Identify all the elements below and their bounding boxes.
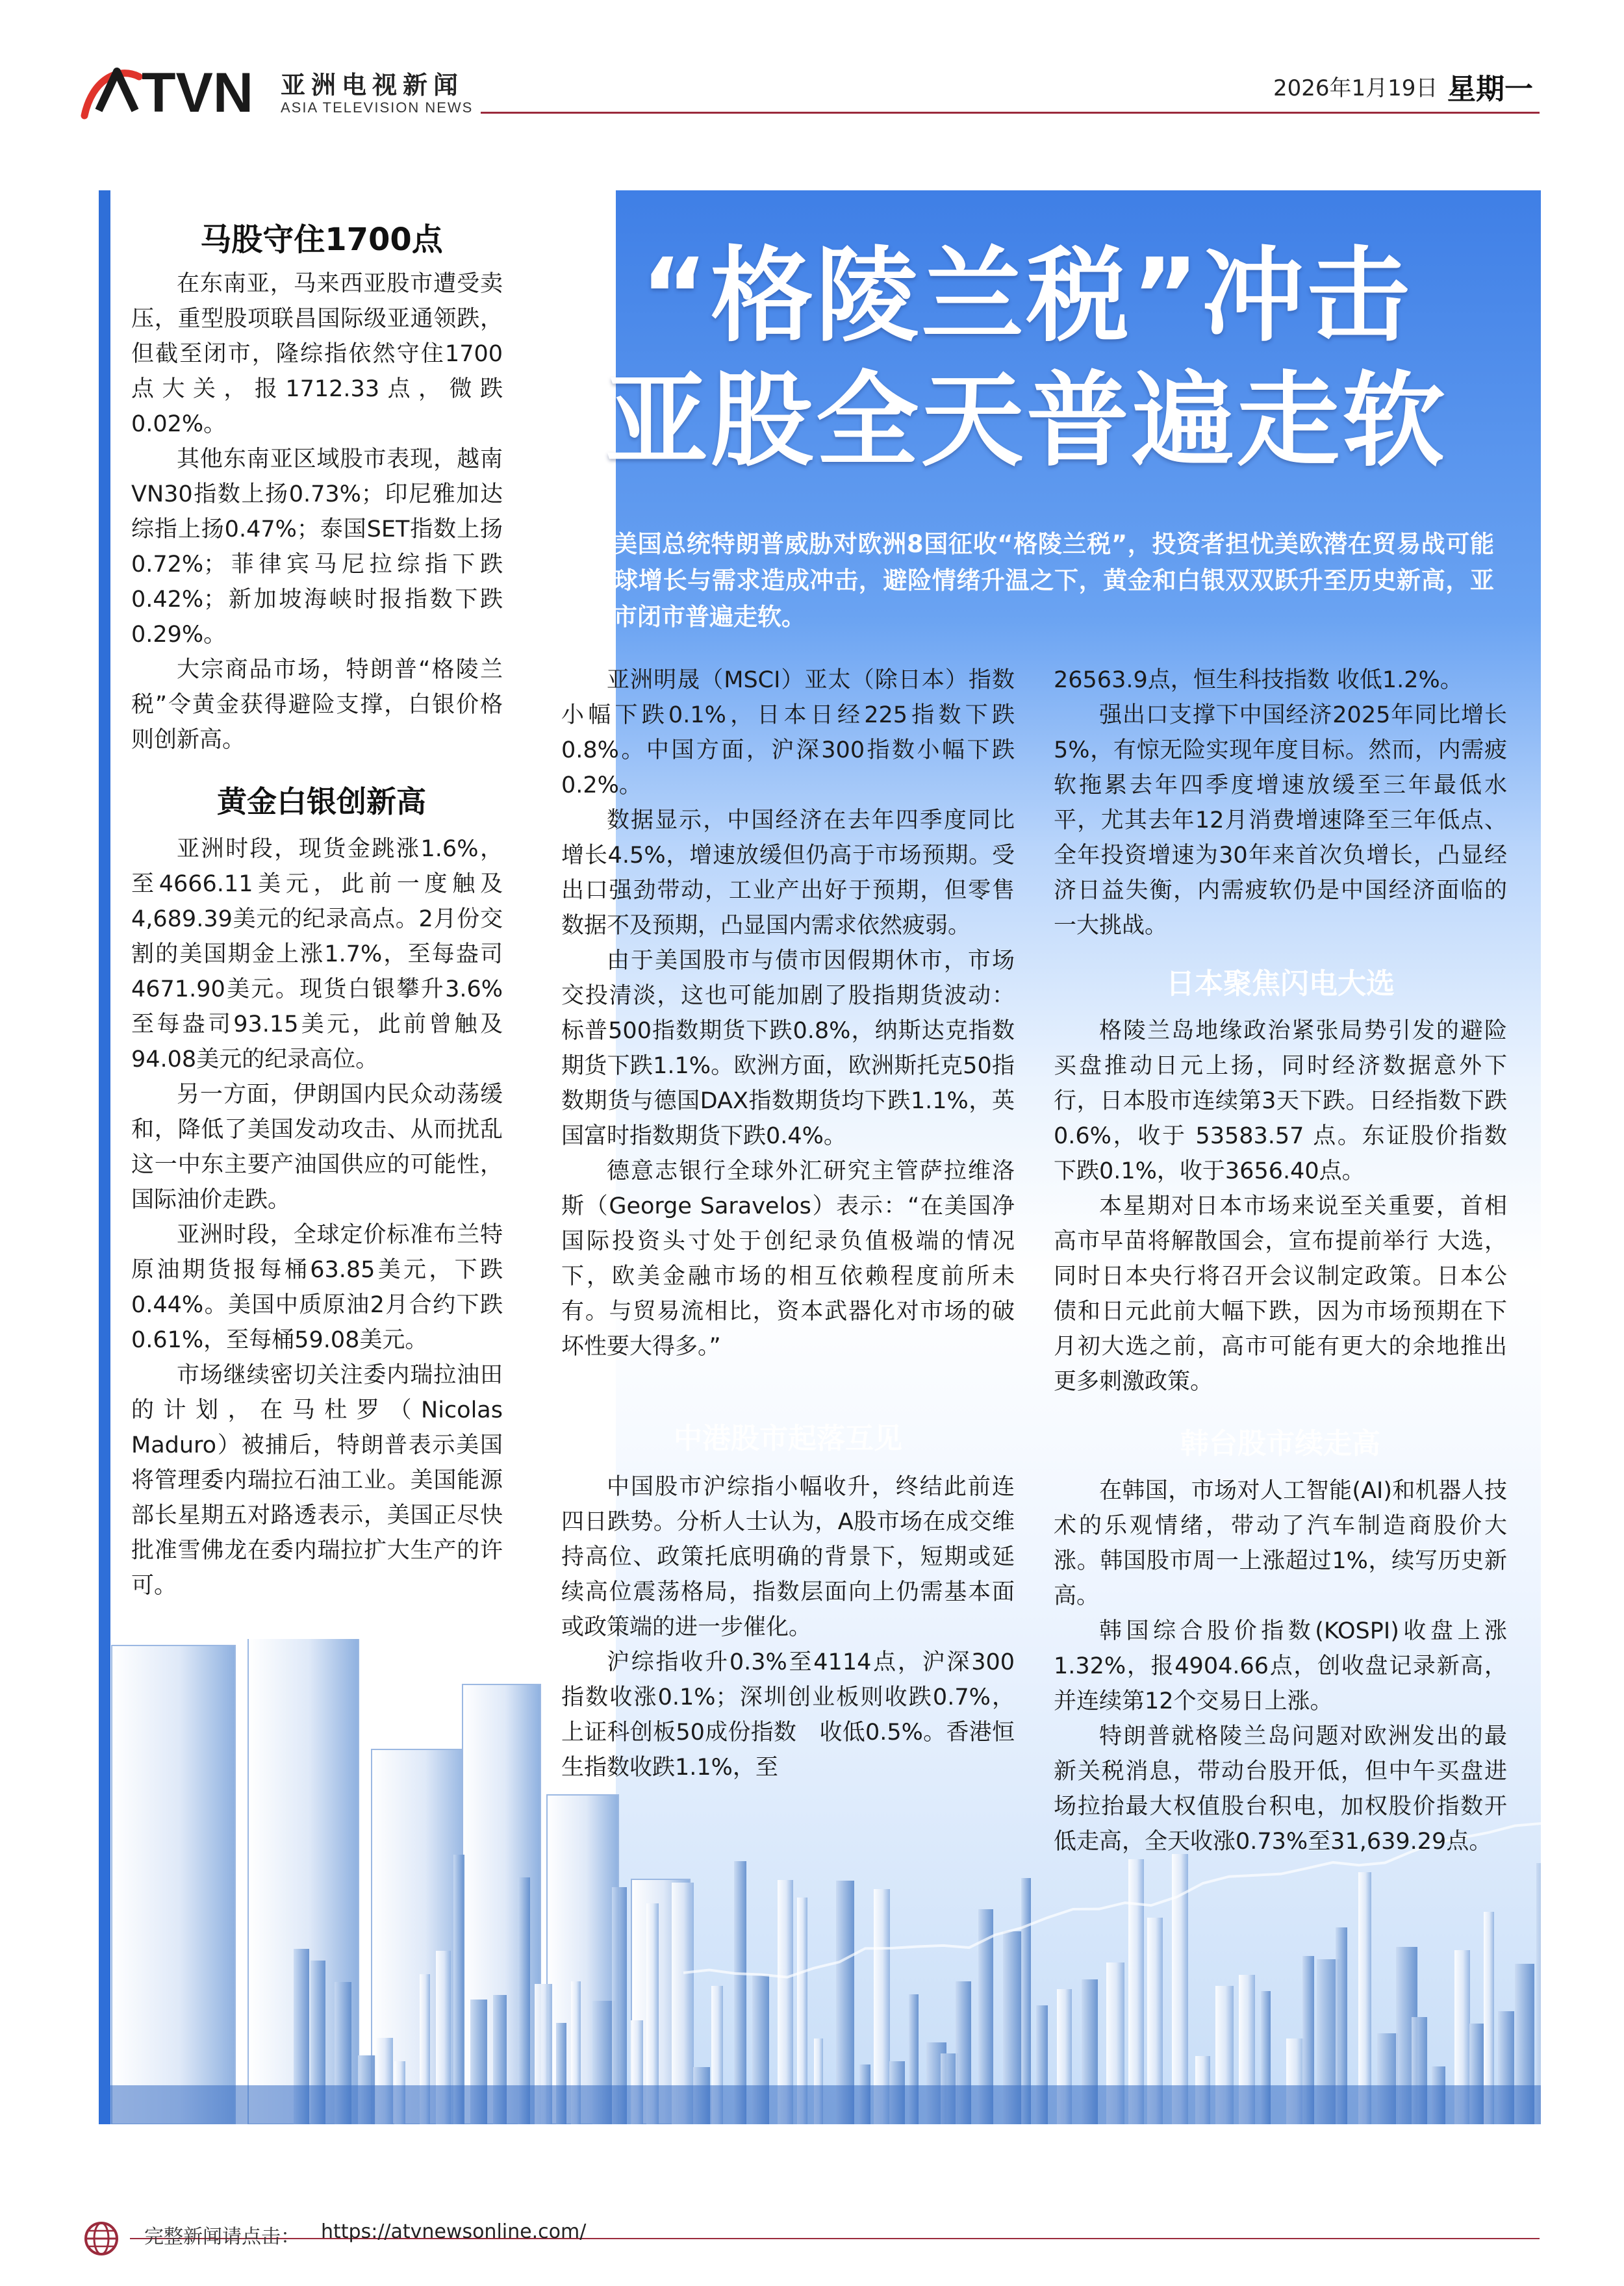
heading-japan-election: 日本聚焦闪电大选 bbox=[1166, 967, 1395, 1000]
heading-china-hk-markets: 中港股市起落互见 bbox=[674, 1422, 902, 1455]
city-bar bbox=[1536, 1863, 1541, 2124]
paragraph-continued: 26563.9点，恒生科技指数 收低1.2%。 bbox=[1054, 667, 1463, 693]
heading-korea-taiwan: 韩台股市续走高 bbox=[1180, 1427, 1380, 1460]
main-column-1 bbox=[561, 663, 1015, 1364]
paragraph: 格陵兰岛地缘政治紧张局势引发的避险买盘推动日元上扬，同时经济数据意外下行，日本股市连续第3天下跌。日经指数下跌 0.6%，收于 53583.57 点。东证股价指数下跌0.1%，收于3656.40点。 bbox=[1054, 1018, 1507, 1184]
paragraph: 韩国综合股价指数(KOSPI)收盘上涨1.32%，报4904.66点，创收盘记录新高，并连续第12个交易日上涨。 bbox=[1054, 1618, 1507, 1714]
paragraph: 亚洲明晟（MSCI）亚太（除日本）指数小幅下跌0.1%，日本日经225指数下跌0.8%。中国方面，沪深300指数小幅下跌0.2%。 bbox=[561, 667, 1015, 798]
brand-name-en: ASIA TELEVISION NEWS bbox=[281, 99, 474, 116]
paragraph: 亚洲时段，全球定价标准布兰特原油期货报每桶63.85美元，下跌0.44%。美国中质原油2月合约下跌0.61%，至每桶59.08美元。 bbox=[131, 1222, 503, 1353]
paragraph: 其他东南亚区域股市表现，越南VN30指数上扬0.73%；印尼雅加达综指上扬0.47%；泰国SET指数上扬0.72%；菲律宾马尼拉综指下跌0.42%；新加坡海峡时报指数下跌0.29%。 bbox=[131, 446, 503, 648]
main-column-2 bbox=[1054, 663, 1507, 943]
city-floor bbox=[99, 2085, 1541, 2124]
paragraph: 强出口支撑下中国经济2025年同比增长5%，有惊无险实现年度目标。然而，内需疲软拖累去年四季度增速放缓至三年最低水平，尤其去年12月消费增速降至三年低点、全年投资增速为30年来首次负增长，凸显经济日益失衡，内需疲软仍是中国经济面临的一大挑战。 bbox=[1054, 702, 1507, 939]
article-japan-election bbox=[1054, 1013, 1507, 1399]
brand-name-cn: 亚洲电视新闻 bbox=[281, 71, 464, 99]
article-korea-taiwan bbox=[1054, 1473, 1507, 1859]
footer-label: 完整新闻请点击： bbox=[144, 2226, 300, 2248]
lead-paragraph: 美国总统特朗普威胁对欧洲8国征收“格陵兰税”，投资者担忧美欧潜在贸易战可能对全球增长与需求造成冲击，避险情绪升温之下，黄金和白银双双跃升至历史新高，亚洲股市闭市普遍走软。 bbox=[565, 530, 1494, 631]
issue-date: 2026年1月19日 bbox=[1273, 75, 1438, 101]
left-accent-stripe bbox=[99, 190, 110, 2124]
paragraph: 中国股市沪综指小幅收升，终结此前连四日跌势。分析人士认为，A股市场在成交维持高位、政策托底明确的背景下，短期或延续高位震荡格局，指数层面向上仍需基本面或政策端的进一步催化。 bbox=[561, 1474, 1015, 1640]
city-bar bbox=[1128, 1859, 1144, 2124]
paragraph: 亚洲时段，现货金跳涨1.6%，至4666.11美元，此前一度触及4,689.39美元的纪录高点。2月份交割的美国期金上涨1.7%，至每盎司4671.90美元。现货白银攀升3.6%至每盎司93.15美元，此前曾触及94.08美元的纪录高位。 bbox=[131, 836, 503, 1073]
article-china-hk-markets bbox=[561, 1469, 1015, 1785]
paragraph: 德意志银行全球外汇研究主管萨拉维洛斯（George Saravelos）表示：“在美国净国际投资头寸处于创纪录负值极端的情况下，欧美金融市场的相互依赖程度前所未有。与贸易流相比，资本武器化对市场的破坏性要大得多。” bbox=[561, 1158, 1015, 1360]
sidebar-article-gold bbox=[131, 832, 503, 1603]
paragraph: 另一方面，伊朗国内民众动荡缓和，降低了美国发动攻击、从而扰乱这一中东主要产油国供应的可能性，国际油价走跌。 bbox=[131, 1082, 503, 1213]
atvn-logo bbox=[79, 60, 274, 122]
globe-icon bbox=[83, 2220, 120, 2257]
headline-line-2: 亚股全天普遍走软 bbox=[605, 361, 1447, 481]
sidebar-heading-malaysia: 马股守住1700点 bbox=[200, 222, 443, 258]
paragraph: 本星期对日本市场来说至关重要，首相高市早苗将解散国会，宣布提前举行 大选，同时日本央行将召开会议制定政策。日本公债和日元此前大幅下跌，因为市场预期在下月初大选之前，高市可能有更大的余地推出更多刺激政策。 bbox=[1054, 1193, 1507, 1395]
issue-weekday: 星期一 bbox=[1447, 73, 1533, 106]
paragraph: 数据显示，中国经济在去年四季度同比增长4.5%，增速放缓但仍高于市场预期。受出口强劲带动，工业产出好于预期，但零售数据不及预期，凸显国内需求依然疲弱。 bbox=[561, 807, 1015, 939]
city-bar bbox=[453, 1855, 464, 2124]
city-bar bbox=[734, 1861, 746, 2124]
paragraph: 由于美国股市与债市因假期休市，市场交投清淡，这也可能加剧了股指期货波动：标普500指数期货下跌0.8%，纳斯达克指数期货下跌1.1%。欧洲方面，欧洲斯托克50指数期货与德国DAX指数期货均下跌1.1%，英国富时指数期货下跌0.4%。 bbox=[561, 948, 1015, 1149]
headline bbox=[520, 234, 1533, 483]
sidebar-heading-gold: 黄金白银创新高 bbox=[217, 784, 426, 819]
svg-text:TVN: TVN bbox=[142, 62, 253, 122]
paragraph: 市场继续密切关注委内瑞拉油田的计划，在马杜罗（Nicolas Maduro）被捕后，特朗普表示美国将管理委内瑞拉石油工业。美国能源部长星期五对路透表示，美国正尽快批准雪佛龙在委内瑞拉扩大生产的许可。 bbox=[131, 1362, 503, 1599]
footer-link[interactable]: https://atvnewsonline.com/ bbox=[321, 2220, 587, 2243]
header-rule bbox=[481, 112, 1540, 114]
paragraph: 在韩国，市场对人工智能(AI)和机器人技术的乐观情绪，带动了汽车制造商股价大涨。韩国股市周一上涨超过1%，续写历史新高。 bbox=[1054, 1478, 1507, 1609]
headline-line-1: “格陵兰税”冲击 bbox=[641, 236, 1412, 356]
city-bar bbox=[112, 1645, 235, 2124]
sidebar-article-malaysia bbox=[131, 266, 503, 757]
paragraph: 沪综指收升0.3%至4114点，沪深300指数收涨0.1%；深圳创业板则收跌0.7%，上证科创板50成份指数 收低0.5%。香港恒生指数收跌1.1%，至 bbox=[561, 1649, 1015, 1781]
paragraph: 特朗普就格陵兰岛问题对欧洲发出的最新关税消息，带动台股开低，但中午买盘进场拉抬最大权值股台积电，加权股价指数开低走高，全天收涨0.73%至31,639.29点。 bbox=[1054, 1723, 1507, 1855]
paragraph: 大宗商品市场，特朗普“格陵兰税”令黄金获得避险支撑，白银价格则创新高。 bbox=[131, 657, 503, 753]
paragraph: 在东南亚，马来西亚股市遭受卖压，重型股项联昌国际级亚通领跌，但截至闭市，隆综指依然守住1700点大关，报1712.33点，微跌0.02%。 bbox=[131, 271, 503, 437]
